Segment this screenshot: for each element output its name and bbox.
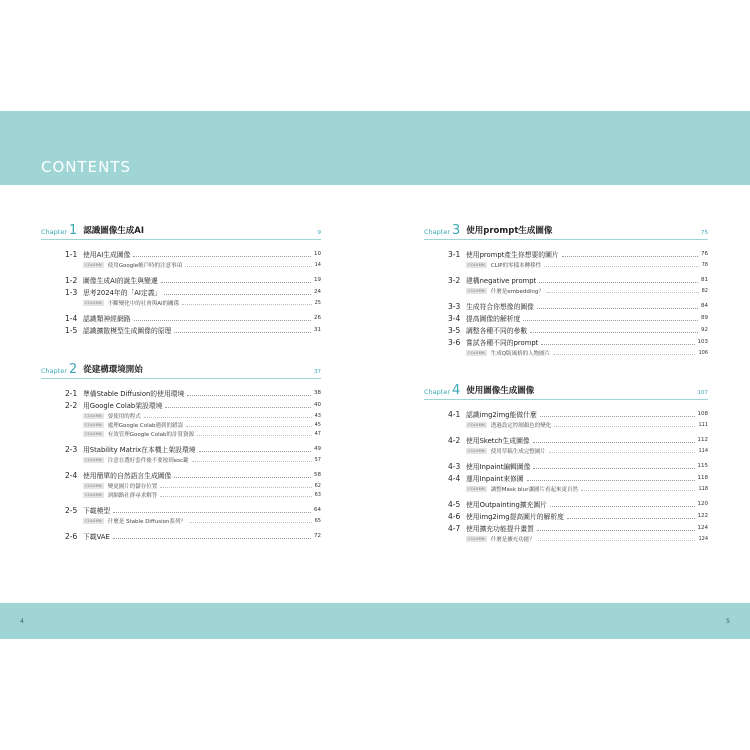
chapter-label: Chapter <box>41 367 67 375</box>
column-title: 調整Mask blur讓圖片看起來更自然 <box>490 486 578 493</box>
column-title: 注意在選好套件後不要按到esc鍵 <box>107 457 189 464</box>
dot-leader <box>567 518 695 519</box>
section-number: 1-1 <box>65 249 78 259</box>
page-number: 114 <box>698 447 708 454</box>
section-number: 3-3 <box>448 301 461 311</box>
section-title: 準備Stable Diffusion的使用環境 <box>83 390 185 398</box>
column-badge: COLUMN <box>468 448 485 453</box>
column-entry[interactable] <box>83 411 321 420</box>
section-number: 2-2 <box>65 400 78 410</box>
chapter-label: Chapter <box>424 228 450 236</box>
toc-entry[interactable] <box>65 399 321 411</box>
page-number: 45 <box>314 421 321 428</box>
section-title: 使用Inpaint編輯圖像 <box>466 463 531 471</box>
dot-leader <box>537 530 695 531</box>
page-number: 38 <box>314 390 321 396</box>
page-number: 64 <box>314 507 321 513</box>
chapter-spacer <box>424 357 708 381</box>
column-title: 變更圖片的儲存位置 <box>107 483 158 490</box>
page-number: 31 <box>314 327 321 333</box>
toc-entry[interactable] <box>65 469 321 481</box>
toc-entry[interactable] <box>65 504 321 516</box>
toc-entry[interactable] <box>448 336 708 348</box>
dot-leader <box>540 416 695 417</box>
chapter-page: 107 <box>697 390 708 396</box>
column-title: 什麼是擴充功能？ <box>490 536 535 543</box>
page-number: 25 <box>314 299 321 306</box>
dot-leader <box>160 496 311 497</box>
page-number: 58 <box>314 472 321 478</box>
section-number: 4-1 <box>448 409 461 419</box>
dot-leader <box>174 477 311 478</box>
section-title: 認識img2img能做什麼 <box>466 411 537 419</box>
column-entry[interactable] <box>466 286 708 295</box>
dot-leader <box>186 426 312 427</box>
section-number: 4-2 <box>448 435 461 445</box>
chapter-page: 75 <box>701 230 708 236</box>
dot-leader <box>160 487 311 488</box>
dot-leader <box>144 417 312 418</box>
chapter-title: 認識圖像生成AI <box>83 226 145 236</box>
toc-entry[interactable] <box>448 510 708 522</box>
page-number: 82 <box>701 287 708 294</box>
section-title: 使用img2img提高圖片的解析度 <box>466 513 564 521</box>
dot-leader <box>554 426 695 427</box>
page-number: 47 <box>314 430 321 437</box>
column-title: 使用Google帳戶時的注意事項 <box>107 262 183 269</box>
dot-leader <box>550 506 695 507</box>
section-number: 4-5 <box>448 499 461 509</box>
section-title: 用Stability Matrix在本機上架設環境 <box>83 446 196 454</box>
dot-leader <box>553 354 695 355</box>
page-number: 65 <box>314 517 321 524</box>
dot-leader <box>192 461 312 462</box>
page-number: 115 <box>697 463 708 469</box>
page-number: 19 <box>314 277 321 283</box>
toc-entry[interactable] <box>448 408 708 420</box>
column-badge: COLUMN <box>85 457 102 462</box>
column-badge: COLUMN <box>85 300 102 305</box>
chapter-heading <box>41 221 321 240</box>
column-title: 什麼是 Stable Diffusion系列？ <box>107 518 186 525</box>
page-number: 63 <box>314 491 321 498</box>
section-number: 2-3 <box>65 444 78 454</box>
column-badge: COLUMN <box>468 350 485 355</box>
chapter-number: 4 <box>452 383 461 398</box>
section-number: 1-3 <box>65 287 78 297</box>
dot-leader <box>537 308 698 309</box>
section-number: 1-4 <box>65 313 78 323</box>
column-entry[interactable] <box>466 446 708 455</box>
column-badge: COLUMN <box>85 422 102 427</box>
dot-leader <box>538 540 696 541</box>
chapter-title: 使用圖像生成圖像 <box>466 386 535 396</box>
chapter-number: 2 <box>69 362 78 377</box>
page-number: 57 <box>314 456 321 463</box>
section-number: 3-1 <box>448 249 461 259</box>
chapter-heading <box>41 360 321 379</box>
section-number: 3-2 <box>448 275 461 285</box>
column-title: CLIP的零樣本轉移性 <box>490 262 542 269</box>
section-title: 提高圖像的解析度 <box>466 315 521 323</box>
toc-entry[interactable] <box>448 460 708 472</box>
section-number: 2-6 <box>65 531 78 541</box>
toc-entry[interactable] <box>448 248 708 260</box>
dot-leader <box>189 522 312 523</box>
page-number: 72 <box>314 533 321 539</box>
book-spread <box>0 111 750 639</box>
dot-leader <box>530 332 698 333</box>
footer-band <box>0 603 750 639</box>
page-number: 112 <box>697 437 708 443</box>
dot-leader <box>161 282 311 283</box>
page-number: 92 <box>701 327 708 333</box>
toc-entry[interactable] <box>65 312 321 324</box>
left-column <box>41 221 321 542</box>
page-number: 24 <box>314 289 321 295</box>
column-entry[interactable] <box>83 420 321 429</box>
column-title: 透過設定控制顏色的變化 <box>490 422 552 429</box>
page-number: 103 <box>697 339 708 345</box>
section-number: 2-5 <box>65 505 78 515</box>
page-number: 118 <box>698 485 708 492</box>
page-number: 78 <box>701 261 708 268</box>
section-title: 使用AI生成圖像 <box>83 251 131 259</box>
column-entry[interactable] <box>466 484 708 493</box>
section-title: 使用擴充功能提升畫質 <box>466 525 534 533</box>
section-title: 嘗試各種不同的prompt <box>466 339 539 347</box>
section-number: 3-5 <box>448 325 461 335</box>
column-badge: COLUMN <box>468 486 485 491</box>
page-number: 62 <box>314 482 321 489</box>
page-number: 10 <box>314 251 321 257</box>
dot-leader <box>527 480 695 481</box>
chapter-page: 9 <box>317 230 321 236</box>
section-title: 下載模型 <box>83 507 111 515</box>
column-entry[interactable] <box>83 260 321 269</box>
column-badge: COLUMN <box>85 431 102 436</box>
toc-entry[interactable] <box>448 522 708 534</box>
chapter-number: 1 <box>69 223 78 238</box>
chapter-heading <box>424 221 708 240</box>
section-number: 3-4 <box>448 313 461 323</box>
page-number: 124 <box>698 535 708 542</box>
page-number: 84 <box>701 303 708 309</box>
section-number: 2-4 <box>65 470 78 480</box>
section-title: 使用Sketch生成圖像 <box>466 437 530 445</box>
right-column <box>424 221 708 543</box>
column-title: 處理Google Colab遇到的錯誤 <box>107 422 184 429</box>
section-number: 1-2 <box>65 275 78 285</box>
section-title: 建構negative prompt <box>466 277 537 285</box>
section-title: 使用Outpainting擴充圖片 <box>466 501 547 509</box>
page-number: 122 <box>697 513 708 519</box>
dot-leader <box>187 395 311 396</box>
column-title: 有效管理Google Colab的計算資源 <box>107 431 195 438</box>
dot-leader <box>185 266 311 267</box>
section-title: 調整各種不同的參數 <box>466 327 528 335</box>
column-badge: COLUMN <box>85 262 102 267</box>
column-badge: COLUMN <box>468 422 485 427</box>
column-entry[interactable] <box>83 429 321 438</box>
section-number: 4-3 <box>448 461 461 471</box>
chapter-title: 從建構環境開始 <box>83 365 143 375</box>
section-number: 4-4 <box>448 473 461 483</box>
dot-leader <box>113 512 311 513</box>
section-number: 2-1 <box>65 388 78 398</box>
chapter-title: 使用prompt生成圖像 <box>466 226 553 236</box>
column-title: 生成Q版風格的人物圖片 <box>490 350 551 357</box>
column-entry[interactable] <box>83 455 321 464</box>
column-entry[interactable] <box>466 534 708 543</box>
column-badge: COLUMN <box>85 413 102 418</box>
column-entry[interactable] <box>466 420 708 429</box>
section-title: 運用Inpaint來修圖 <box>466 475 524 483</box>
chapter-spacer <box>41 336 321 360</box>
page-number: 106 <box>698 349 708 356</box>
column-entry[interactable] <box>83 298 321 307</box>
dot-leader <box>182 304 311 305</box>
column-title: 不斷變化中的社會與AI的關係 <box>107 300 180 307</box>
dot-leader <box>539 282 698 283</box>
toc-entry[interactable] <box>448 472 708 484</box>
section-title: 下載VAE <box>83 533 110 541</box>
dot-leader <box>113 538 311 539</box>
contents-title: CONTENTS <box>41 158 132 176</box>
toc-entry[interactable] <box>65 286 321 298</box>
right-page-number: 5 <box>726 618 730 625</box>
page-number: 118 <box>697 475 708 481</box>
page-number: 81 <box>701 277 708 283</box>
toc-entry[interactable] <box>448 274 708 286</box>
chapter-label: Chapter <box>424 388 450 396</box>
column-entry[interactable] <box>83 490 321 499</box>
toc-entry[interactable] <box>65 324 321 336</box>
toc-entry[interactable] <box>448 300 708 312</box>
page-number: 111 <box>698 421 708 428</box>
page-number: 120 <box>697 501 708 507</box>
section-number: 4-7 <box>448 523 461 533</box>
dot-leader <box>164 294 311 295</box>
page-number: 89 <box>701 315 708 321</box>
section-title: 思考2024年的「AI定義」 <box>83 289 162 297</box>
left-page-number: 4 <box>20 618 24 625</box>
header-band <box>0 111 750 185</box>
column-badge: COLUMN <box>85 492 102 497</box>
dot-leader <box>581 490 695 491</box>
page-number: 76 <box>701 251 708 257</box>
dot-leader <box>544 266 698 267</box>
dot-leader <box>165 407 311 408</box>
column-badge: COLUMN <box>468 288 485 293</box>
page-number: 49 <box>314 446 321 452</box>
section-title: 使用prompt產生你想要的圖片 <box>466 251 559 259</box>
section-number: 1-5 <box>65 325 78 335</box>
chapter-number: 3 <box>452 223 461 238</box>
toc-entry[interactable] <box>448 312 708 324</box>
dot-leader <box>547 292 699 293</box>
section-title: 生成符合你想像的圖像 <box>466 303 534 311</box>
section-title: 用Google Colab架設環境 <box>83 402 163 410</box>
section-number: 4-6 <box>448 511 461 521</box>
toc-entry[interactable] <box>65 387 321 399</box>
dot-leader <box>549 452 696 453</box>
page-number: 124 <box>697 525 708 531</box>
dot-leader <box>199 451 311 452</box>
dot-leader <box>134 320 311 321</box>
column-title: 什麼是embedding？ <box>490 288 544 295</box>
column-title: 使用草稿生成完整圖片 <box>490 448 546 455</box>
section-number: 3-6 <box>448 337 461 347</box>
dot-leader <box>533 442 695 443</box>
page-number: 43 <box>314 412 321 419</box>
chapter-label: Chapter <box>41 228 67 236</box>
dot-leader <box>533 468 694 469</box>
section-title: 圖像生成AI的誕生與變遷 <box>83 277 158 285</box>
column-entry[interactable] <box>83 481 321 490</box>
column-title: 到網路社群尋求解答 <box>107 492 158 499</box>
section-title: 認識擴散模型生成圖像的原理 <box>83 327 172 335</box>
toc-entry[interactable] <box>65 443 321 455</box>
toc-entry[interactable] <box>65 530 321 542</box>
page-number: 108 <box>697 411 708 417</box>
column-badge: COLUMN <box>468 536 485 541</box>
dot-leader <box>197 435 312 436</box>
column-entry[interactable] <box>466 348 708 357</box>
page-number: 14 <box>314 261 321 268</box>
page-number: 40 <box>314 402 321 408</box>
section-title: 使用簡單的自然語言生成圖像 <box>83 472 172 480</box>
column-badge: COLUMN <box>85 518 102 523</box>
dot-leader <box>562 256 698 257</box>
column-badge: COLUMN <box>468 262 485 267</box>
dot-leader <box>541 344 694 345</box>
section-title: 認識類神經網路 <box>83 315 131 323</box>
dot-leader <box>523 320 698 321</box>
column-entry[interactable] <box>466 260 708 269</box>
toc-entry[interactable] <box>448 324 708 336</box>
chapter-heading <box>424 381 708 400</box>
toc-entry[interactable] <box>65 248 321 260</box>
dot-leader <box>133 256 311 257</box>
toc-entry[interactable] <box>448 498 708 510</box>
toc-entry[interactable] <box>65 274 321 286</box>
chapter-page: 37 <box>314 369 321 375</box>
column-title: 要使用的程式 <box>107 413 141 420</box>
toc-entry[interactable] <box>448 434 708 446</box>
column-entry[interactable] <box>83 516 321 525</box>
page-number: 26 <box>314 315 321 321</box>
dot-leader <box>174 332 311 333</box>
column-badge: COLUMN <box>85 483 102 488</box>
